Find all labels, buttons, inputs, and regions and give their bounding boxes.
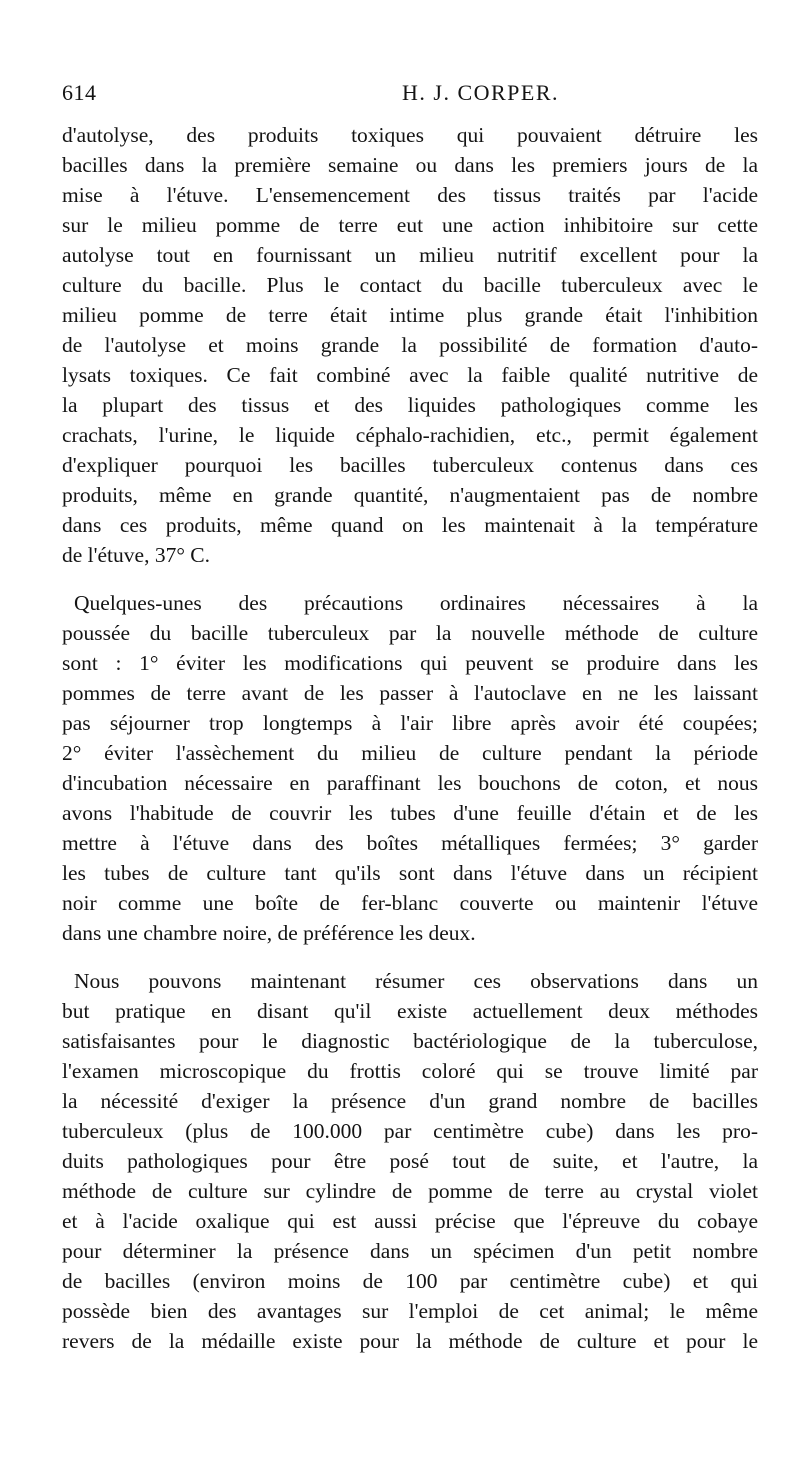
text-line: et à l'acide oxalique qui est aussi précise que l'épreuve du cobaye xyxy=(62,1209,758,1233)
text-line: sur le milieu pomme de terre eut une action inhibitoire sur cette xyxy=(62,213,758,237)
text-line: autolyse tout en fournissant un milieu nutritif excellent pour la xyxy=(62,243,758,267)
text-line: d'expliquer pourquoi les bacilles tuberculeux contenus dans ces xyxy=(62,453,758,477)
text-line: la plupart des tissus et des liquides pathologiques comme les xyxy=(62,393,758,417)
text-line: la nécessité d'exiger la présence d'un grand nombre de bacilles xyxy=(62,1089,758,1113)
text-line: bacilles dans la première semaine ou dans les premiers jours de la xyxy=(62,153,758,177)
text-line: duits pathologiques pour être posé tout de suite, et l'autre, la xyxy=(62,1149,758,1173)
paragraph-precautions xyxy=(62,588,758,948)
text-line: noir comme une boîte de fer-blanc couverte ou maintenir l'étuve xyxy=(62,891,758,915)
text-line: culture du bacille. Plus le contact du bacille tuberculeux avec le xyxy=(62,273,758,297)
text-line: crachats, l'urine, le liquide céphalo-rachidien, etc., permit également xyxy=(62,423,758,447)
page-header xyxy=(62,80,758,112)
text-line: mettre à l'étuve dans des boîtes métalliques fermées; 3° garder xyxy=(62,831,758,855)
paragraph-autolyse xyxy=(62,120,758,570)
text-line: possède bien des avantages sur l'emploi de cet animal; le même xyxy=(62,1299,758,1323)
text-line: avons l'habitude de couvrir les tubes d'une feuille d'étain et de les xyxy=(62,801,758,825)
running-title: H. J. CORPER. xyxy=(402,80,560,105)
text-line: d'incubation nécessaire en paraffinant les bouchons de coton, et nous xyxy=(62,771,758,795)
text-line: l'examen microscopique du frottis coloré qui se trouve limité par xyxy=(62,1059,758,1083)
text-line: 2° éviter l'assèchement du milieu de culture pendant la période xyxy=(62,741,758,765)
text-line: but pratique en disant qu'il existe actuellement deux méthodes xyxy=(62,999,758,1023)
paragraph-summary xyxy=(62,966,758,1356)
body-text xyxy=(62,120,758,1374)
text-line: de l'étuve, 37° C. xyxy=(62,543,211,567)
text-line: pommes de terre avant de les passer à l'autoclave en ne les laissant xyxy=(62,681,758,705)
text-line: dans une chambre noire, de préférence les deux. xyxy=(62,921,476,945)
text-line: milieu pomme de terre était intime plus grande était l'inhibition xyxy=(62,303,758,327)
text-line: pas séjourner trop longtemps à l'air libre après avoir été coupées; xyxy=(62,711,758,735)
text-line: tuberculeux (plus de 100.000 par centimètre cube) dans les pro- xyxy=(62,1119,758,1143)
text-line: satisfaisantes pour le diagnostic bactériologique de la tuberculose, xyxy=(62,1029,758,1053)
page-number: 614 xyxy=(62,80,97,105)
text-line: lysats toxiques. Ce fait combiné avec la faible qualité nutritive de xyxy=(62,363,758,387)
text-line: poussée du bacille tuberculeux par la nouvelle méthode de culture xyxy=(62,621,758,645)
text-line: de bacilles (environ moins de 100 par centimètre cube) et qui xyxy=(62,1269,758,1293)
text-line: dans ces produits, même quand on les maintenait à la température xyxy=(62,513,758,537)
text-line: sont : 1° éviter les modifications qui peuvent se produire dans les xyxy=(62,651,758,675)
text-line: Nous pouvons maintenant résumer ces observations dans un xyxy=(74,969,758,993)
text-line: revers de la médaille existe pour la méthode de culture et pour le xyxy=(62,1329,758,1353)
text-line: méthode de culture sur cylindre de pomme de terre au crystal violet xyxy=(62,1179,758,1203)
text-line: de l'autolyse et moins grande la possibilité de formation d'auto- xyxy=(62,333,758,357)
text-line: produits, même en grande quantité, n'augmentaient pas de nombre xyxy=(62,483,758,507)
text-line: pour déterminer la présence dans un spécimen d'un petit nombre xyxy=(62,1239,758,1263)
text-line: d'autolyse, des produits toxiques qui pouvaient détruire les xyxy=(62,123,758,147)
text-line: les tubes de culture tant qu'ils sont dans l'étuve dans un récipient xyxy=(62,861,758,885)
text-line: mise à l'étuve. L'ensemencement des tissus traités par l'acide xyxy=(62,183,758,207)
text-line: Quelques-unes des précautions ordinaires nécessaires à la xyxy=(74,591,758,615)
